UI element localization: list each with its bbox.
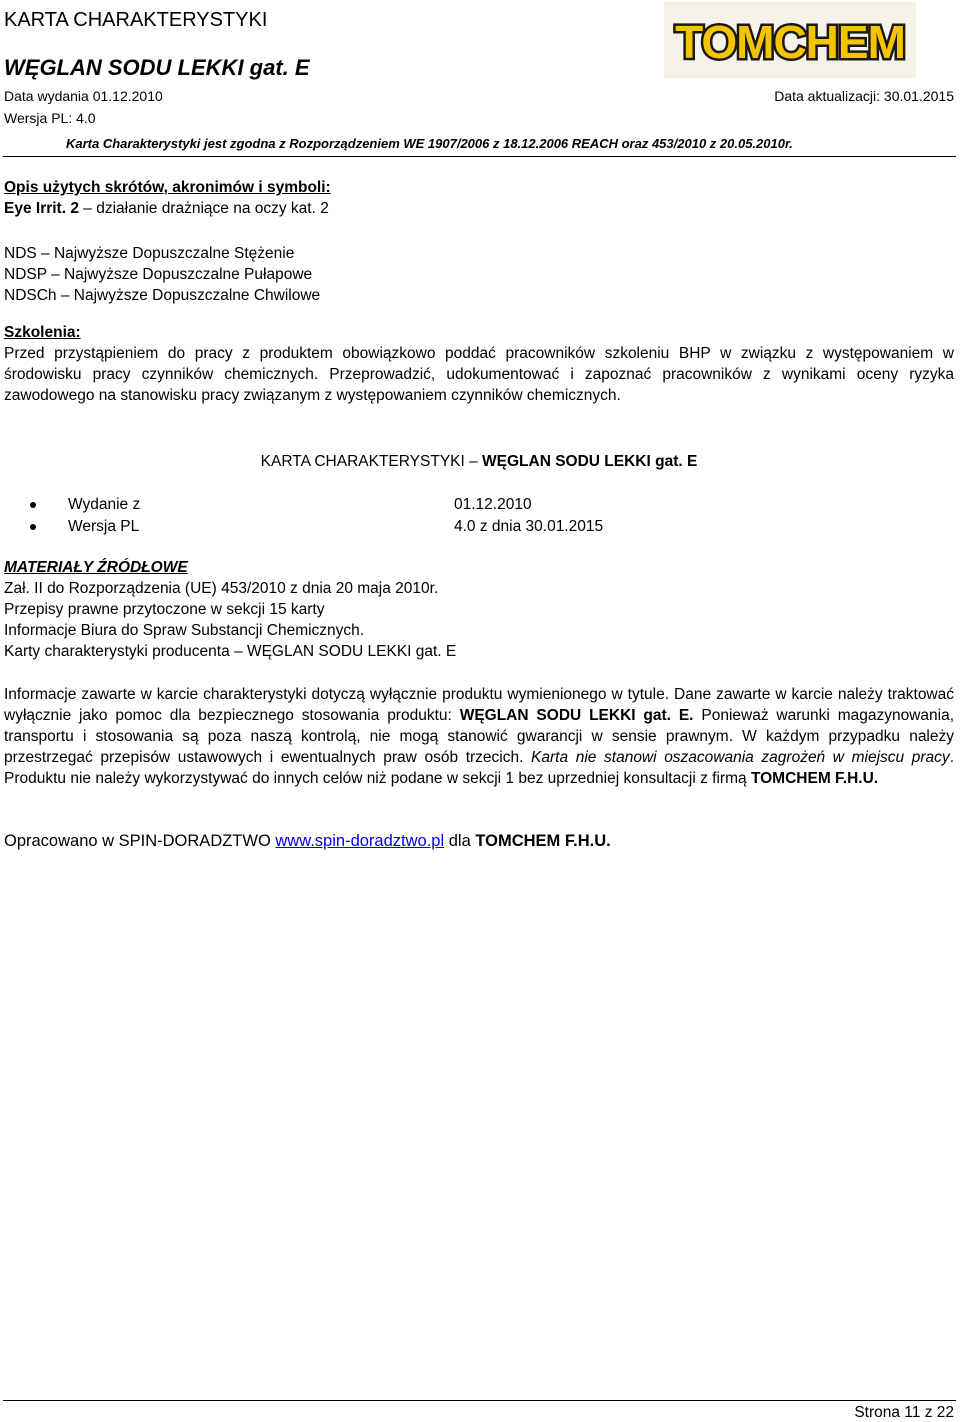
card-detail-value: 4.0 z dnia 30.01.2015 <box>454 518 604 535</box>
spin-doradztwo-link[interactable]: www.spin-doradztwo.pl <box>275 832 445 850</box>
card-detail-row <box>28 494 728 516</box>
logo-text: TOMCHEM <box>675 16 905 68</box>
tomchem-logo <box>664 2 916 78</box>
card-title-prefix: KARTA CHARAKTERYSTYKI – <box>260 453 483 470</box>
sources-section <box>4 557 954 662</box>
source-item: Informacje Biura do Spraw Substancji Chemicznych. <box>4 622 365 639</box>
card-detail-label: Wydanie z <box>68 496 141 513</box>
source-item: Karty charakterystyki producenta – WĘGLAN SODU LEKKI gat. E <box>4 643 457 660</box>
version: Wersja PL: 4.0 <box>4 110 96 126</box>
product-name: WĘGLAN SODU LEKKI gat. E <box>4 55 310 80</box>
abbreviation-ndsch: NDSCh – Najwyższe Dopuszczalne Chwilowe <box>4 287 321 304</box>
card-detail-label: Wersja PL <box>68 518 140 535</box>
eye-irrit-desc: – działanie drażniące na oczy kat. 2 <box>78 200 329 217</box>
prepared-company: TOMCHEM F.H.U. <box>475 832 611 850</box>
disclaimer-part2: Ponieważ warunki magazynowania, transportu i stosowania są poza naszą kontrolą, nie mogą stanowić gwarancji w sensie prawnym. W każdym przypadku należy przestrzegać przepisów ustawowych i ewentualnych praw osób trzecich. <box>4 707 955 766</box>
abbreviations-heading: Opis użytych skrótów, akronimów i symboli: <box>4 179 331 196</box>
eye-irrit-code: Eye Irrit. 2 <box>4 200 79 217</box>
bullet-icon <box>30 502 36 508</box>
training-paragraph: Przed przystąpieniem do pracy z produktem obowiązkowo poddać pracowników szkoleniu BHP w związku z występowaniem w środowisku pracy czynników chemicznych. Przeprowadzić, udokumentować i zapoznać pracowników z wynikami oceny ryzyka zawodowego na stanowisku pracy związanym z występowaniem czynników chemicznych. <box>4 345 954 404</box>
disclaimer-italic: Karta nie stanowi oszacowania zagrożeń w miejscu pracy <box>531 749 950 766</box>
card-title <box>4 451 954 472</box>
prepared-by <box>4 831 954 852</box>
bullet-icon <box>30 524 36 530</box>
training-heading: Szkolenia: <box>4 324 81 341</box>
disclaimer-part1: Informacje zawarte w karcie charakterystyki dotyczą wyłącznie produktu wymienionego w tytule. Dane zawarte w karcie należy traktować wyłącznie jako pomoc dla bezpiecznego stosowania produktu: <box>4 686 954 724</box>
document-title: KARTA CHARAKTERYSTYKI <box>4 9 268 31</box>
card-detail-value: 01.12.2010 <box>454 496 532 513</box>
card-title-product: WĘGLAN SODU LEKKI gat. E <box>482 453 698 470</box>
prepared-prefix: Opracowano w SPIN-DORADZTWO <box>4 832 276 850</box>
header-divider <box>3 156 956 157</box>
source-item: Przepisy prawne przytoczone w sekcji 15 karty <box>4 601 325 618</box>
regulation-note: Karta Charakterystyki jest zgodna z Rozporządzeniem WE 1907/2006 z 18.12.2006 REACH oraz 453/2010 z 20.05.2010r. <box>66 136 793 151</box>
page-number: Strona 11 z 22 <box>854 1404 954 1421</box>
update-date: Data aktualizacji: 30.01.2015 <box>774 88 954 104</box>
training-section <box>4 322 954 406</box>
prepared-middle: dla <box>444 832 476 850</box>
abbreviation-ndsp: NDSP – Najwyższe Dopuszczalne Pułapowe <box>4 266 313 283</box>
issue-date: Data wydania 01.12.2010 <box>4 88 163 104</box>
card-details-list <box>28 494 728 538</box>
sources-heading: MATERIAŁY ŹRÓDŁOWE <box>4 559 188 576</box>
abbreviation-list <box>4 243 954 306</box>
eye-irrit-line <box>4 198 954 219</box>
disclaimer-paragraph <box>4 684 954 789</box>
disclaimer-company: TOMCHEM F.H.U. <box>750 770 879 787</box>
card-detail-row <box>28 516 728 538</box>
abbreviations-section <box>4 177 954 219</box>
disclaimer-part3: . Produktu nie należy wykorzystywać do innych celów niż podane w sekcji 1 bez uprzedniej konsultacji z firmą <box>4 749 954 787</box>
footer-divider <box>3 1400 956 1401</box>
disclaimer-product: WĘGLAN SODU LEKKI gat. E. <box>459 707 694 724</box>
source-item: Zał. II do Rozporządzenia (UE) 453/2010 z dnia 20 maja 2010r. <box>4 580 439 597</box>
abbreviation-nds: NDS – Najwyższe Dopuszczalne Stężenie <box>4 245 295 262</box>
